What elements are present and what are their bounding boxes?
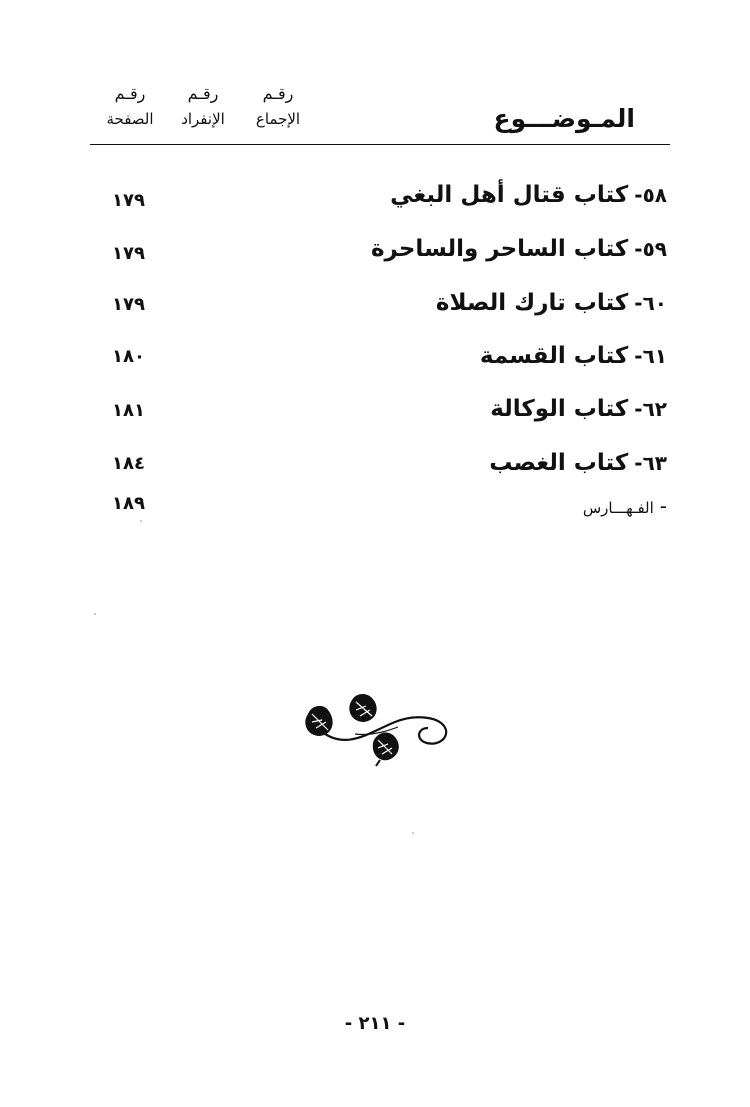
entry-number: ٥٨- — [634, 183, 667, 207]
footer-page-number: - ٢١١ - — [344, 1013, 406, 1034]
entry-page-number: ١٧٩ — [112, 190, 145, 211]
toc-entry — [371, 236, 667, 262]
column-head-line2: الإجماع — [255, 110, 301, 128]
entry-page-number: ١٨٠ — [112, 346, 145, 367]
entry-title: كتاب الوكالة — [490, 396, 629, 422]
entry-page-number: ١٧٩ — [112, 294, 145, 315]
toc-entry — [436, 290, 667, 316]
entry-number: ٦٢- — [634, 397, 667, 421]
scan-speck — [94, 613, 96, 615]
entry-page-number: ١٨١ — [112, 400, 145, 421]
entry-number: ٦٠- — [634, 291, 667, 315]
subject-column-heading: المـوضـــوع — [493, 104, 635, 133]
entry-title: كتاب القسمة — [479, 343, 629, 369]
entry-page-number: ١٨٩ — [112, 493, 145, 514]
entry-page-number: ١٨٤ — [112, 453, 145, 474]
toc-entry — [489, 450, 667, 476]
entry-number: ٥٩- — [634, 237, 667, 261]
entry-title: كتاب الساحر والساحرة — [370, 236, 629, 262]
entry-title: كتاب تارك الصلاة — [435, 290, 629, 316]
toc-entry — [490, 396, 667, 422]
column-head-line2: الإنفراد — [181, 110, 225, 128]
entry-title: الفـهـــارس — [582, 499, 654, 517]
column-head-line1: رقـم — [114, 84, 146, 103]
entry-title: كتاب قتال أهل البغي — [390, 182, 629, 208]
column-head-line1: رقـم — [187, 84, 219, 103]
scan-speck — [140, 520, 142, 522]
entry-number: ٦١- — [634, 344, 667, 368]
header-divider — [90, 144, 670, 145]
entry-title: كتاب الغصب — [489, 450, 629, 476]
toc-entry — [480, 343, 667, 369]
scan-speck — [412, 832, 414, 834]
entry-page-number: ١٧٩ — [112, 243, 145, 264]
column-head-line1: رقـم — [262, 84, 294, 103]
column-head-page — [85, 84, 175, 129]
leaf-vine-ornament-icon — [300, 692, 450, 767]
toc-entry-index — [583, 494, 667, 518]
entry-number: ٦٣- — [634, 451, 667, 475]
entry-number: - — [659, 494, 667, 518]
column-head-line2: الصفحة — [106, 110, 154, 128]
toc-entry — [390, 182, 667, 208]
